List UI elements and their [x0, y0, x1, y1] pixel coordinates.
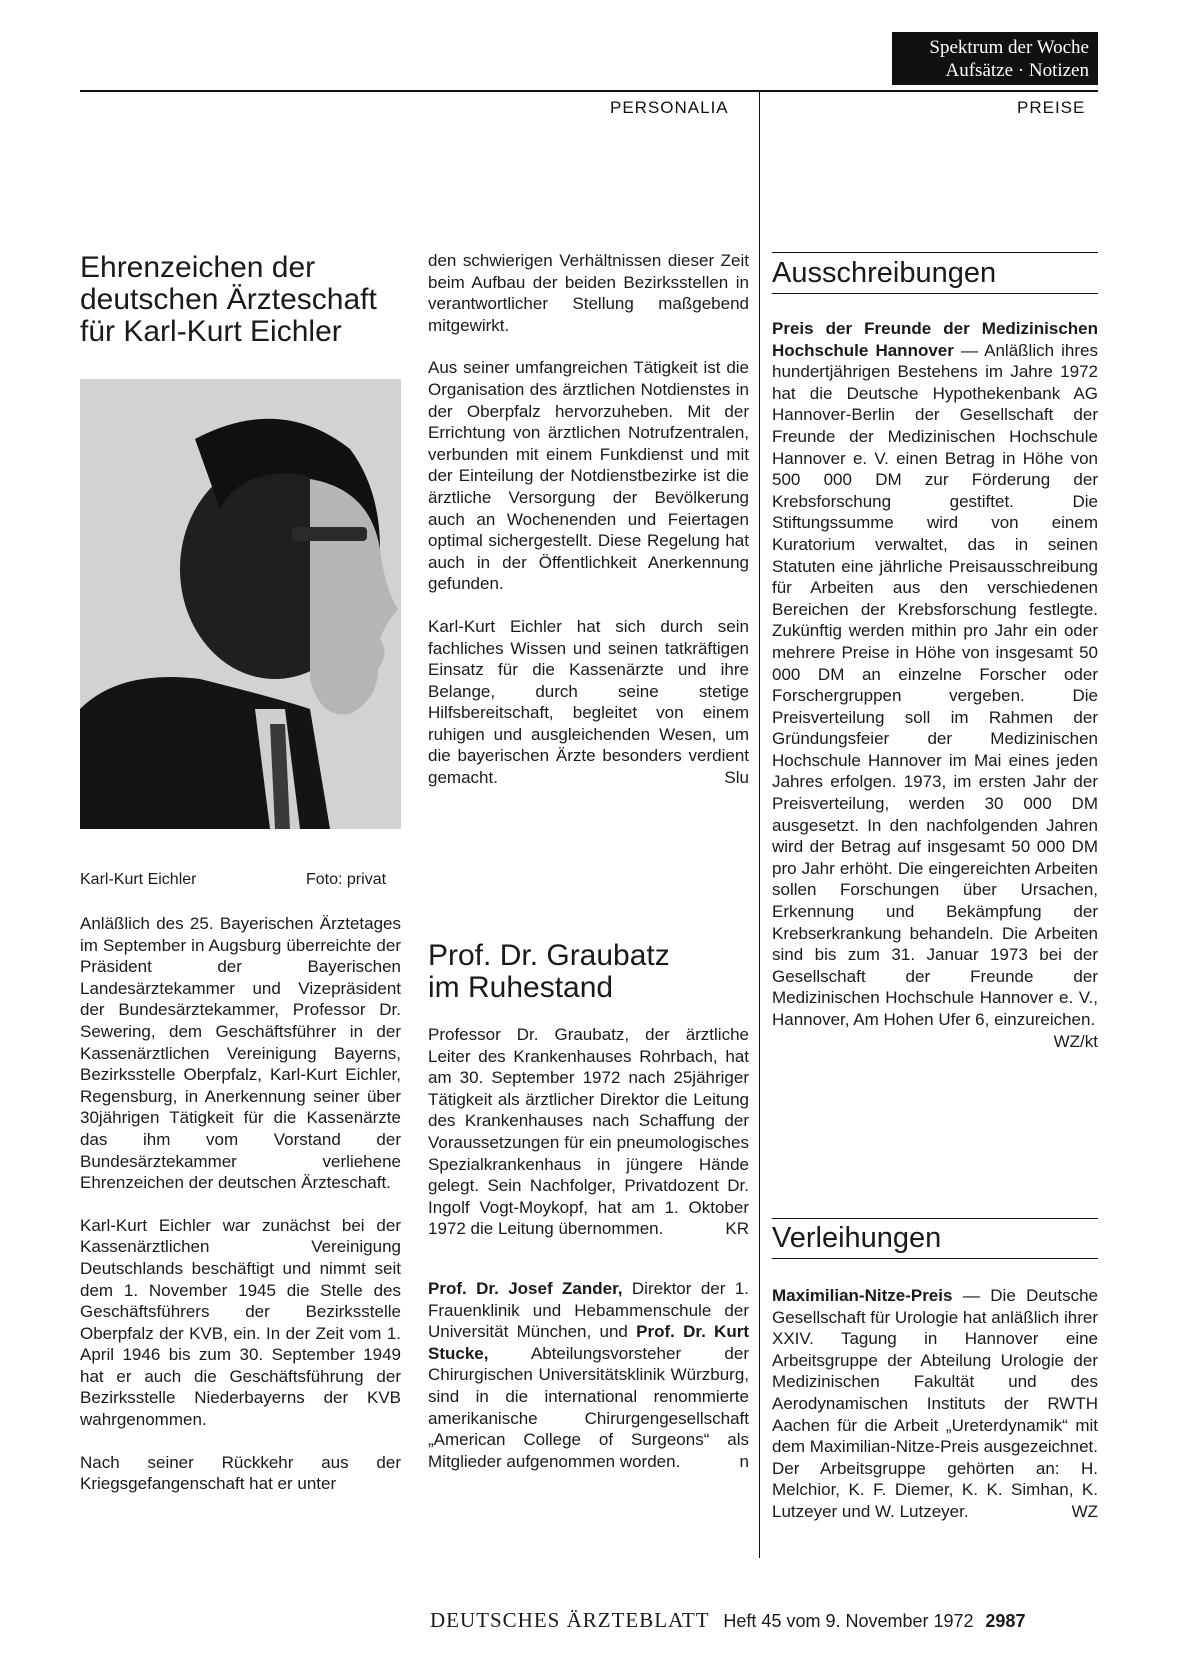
paragraph-text: Professor Dr. Graubatz, der ärztliche Leiter des Krankenhauses Rohrbach, hat am 30. September 1972 nach 25jähriger Tätigkeit als ärztlicher Direktor die Leitung des Krankenhauses nach Schaffung der Voraussetzungen für ein pneumologisches Spezialkrankenhaus in jüngere Hände gelegt. Sein Nachfolger, Privatdozent Dr. Ingolf Vogt-Moykopf, hat am 1. Oktober 1972 die Leitung übernommen.	[428, 1025, 749, 1239]
col1-text	[80, 913, 401, 1495]
author-sign: Slu	[724, 768, 749, 788]
col3-box1-text	[772, 318, 1098, 1052]
paragraph-text: — Anläßlich ihres hundertjährigen Bestehens im Jahre 1972 hat die Deutsche Hypothekenbank AG Hannover-Berlin der Gesellschaft der Freunde der Medizinischen Hochschule Hannover e. V. einen Betrag in Höhe von 500 000 DM zur Förderung der Krebsforschung gestiftet. Die Stiftungssumme wird von einem Kuratorium verwaltet, das in seinen Statuten eine jährliche Preisausschreibung für Arbeiten aus den verschiedenen Bereichen der Krebsforschung festlegte. Zukünftig werden mithin pro Jahr ein oder mehrere Preise in Höhe von insgesamt 50 000 DM an einzelne Forscher oder Forschergruppen vergeben. Die Preisverteilung soll im Rahmen der Gründungsfeier der Medizinischen Hochschule Hannover im Mai eines jeden Jahres erfolgen. 1973, im ersten Jahr der Preisverteilung, werden 30 000 DM ausgesetzt. In den nachfolgenden Jahren wird der Betrag auf insgesamt 50 000 DM pro Jahr erhöht. Die eingereichten Arbeiten sollen Forschungen über Ursachen, Erkennung und Bekämpfung der Krebserkrankung behandeln. Die Arbeiten sind bis zum 31. Januar 1973 bei der Gesellschaft der Freunde der Medizinischen Hochschule Hannover e. V., Hannover, Am Hohen Ufer 6, einzureichen.	[772, 340, 1098, 1029]
title-line: für Karl-Kurt Eichler	[80, 315, 342, 348]
paragraph-text: Karl-Kurt Eichler hat sich durch sein fachliches Wissen und seinen tatkräftigen Einsatz für die Kassenärzte und ihre Belange, durch seine stetige Hilfsbereitschaft, begleitet von einem ruhigen und ausgleichenden Wesen, um die bayerischen Ärzte besonders verdient gemacht.	[428, 616, 749, 788]
author-sign: WZ/kt	[1053, 1031, 1098, 1051]
paragraph	[428, 1278, 749, 1472]
page-footer	[430, 1608, 1025, 1633]
paragraph	[428, 1024, 749, 1240]
badge-line-1: Spektrum der Woche	[929, 37, 1089, 58]
article-title	[428, 940, 749, 1004]
paragraph-text: — Die Deutsche Gesellschaft für Urologie hat anläßlich ihrer XXIV. Tagung in Hannover eine Arbeitsgruppe der Abteilung Urologie der Medizinischen Fakultät und des Aerodynamischen Instituts der RWTH Aachen für die Arbeit „Ureterdynamik“ mit dem Maximilian-Nitze-Preis ausgezeichnet. Der Arbeitsgruppe gehörten an: H. Melchior, K. F. Diemer, K. K. Simhan, K. Lutzeyer und W. Lutzeyer.	[772, 1286, 1098, 1521]
article-eichler	[80, 252, 401, 348]
box1-bottom-rule	[772, 293, 1098, 294]
title-line: im Ruhestand	[428, 971, 614, 1004]
portrait-photo	[80, 379, 401, 829]
title-line: Ehrenzeichen der	[80, 251, 316, 284]
bold-name: Prof. Dr. Kurt Stucke,	[428, 1322, 749, 1363]
paragraph: Karl-Kurt Eichler war zunächst bei der Kassenärztlichen Vereinigung Deutschlands beschäftigt und nimmt seit dem 1. November 1945 die Stelle des Geschäftsführers der Bezirksstelle Oberpfalz der KVB, ein. In der Zeit vom 1. April 1946 bis zum 30. September 1949 hat er auch die Geschäftsführung der Bezirksstelle Niederbayerns der KVB wahrgenommen.	[80, 1215, 401, 1430]
paragraph: Aus seiner umfangreichen Tätigkeit ist die Organisation des ärztlichen Notdienstes in der Oberpfalz hervorzuheben. Mit der Errichtung von ärztlichen Notrufzentralen, verbunden mit einem Funkdienst und mit der Einteilung der Notdienstbezirke ist die ärztliche Versorgung der Bevölkerung auch an Wochenenden und Feiertagen optimal sichergestellt. Diese Regelung hat auch in der Öffentlichkeit Anerkennung gefunden.	[428, 358, 749, 594]
box-title-ausschreibungen: Ausschreibungen	[772, 257, 997, 289]
journal-name: DEUTSCHES ÄRZTEBLATT	[430, 1608, 710, 1632]
col3-box2-text	[772, 1285, 1098, 1523]
box1-top-rule	[772, 252, 1098, 253]
bold-name: Preis der Freunde der Medizinischen Hochschule Hannover	[772, 319, 1098, 360]
section-badge	[892, 32, 1098, 85]
paragraph: den schwierigen Verhältnissen dieser Zeit beim Aufbau der beiden Bezirksstellen in verantwortlicher Stellung maßgebend mitgewirkt.	[428, 251, 749, 335]
article-graubatz	[428, 940, 749, 1472]
issue-info: Heft 45 vom 9. November 1972	[723, 1611, 974, 1631]
paragraph: Nach seiner Rückkehr aus der Kriegsgefangenschaft hat er unter	[80, 1452, 401, 1494]
top-rule	[80, 90, 1098, 92]
photo-credit: Foto: privat	[306, 871, 387, 888]
paragraph-text: Abteilungsvorsteher der Chirurgischen Universitätsklinik Würzburg, sind in die international renommierte amerikanische Chirurgengesellschaft „American College of Surgeons“ als Mitglieder aufgenommen worden.	[428, 1343, 749, 1471]
paragraph-text: Direktor der 1. Frauenklinik und Hebammenschule der Universität München, und	[428, 1278, 749, 1342]
section-label-preise: PREISE	[1017, 98, 1086, 117]
paragraph	[428, 616, 749, 789]
box2-top-rule	[772, 1218, 1098, 1219]
section-label-personalia: PERSONALIA	[610, 98, 729, 117]
box2-bottom-rule	[772, 1258, 1098, 1259]
paragraph: Anläßlich des 25. Bayerischen Ärztetages im September in Augsburg überreichte der Präsident der Bayerischen Landesärztekammer und Vizepräsident der Bundesärztekammer, Professor Dr. Sewering, dem Geschäftsführer in der Kassenärztlichen Vereinigung Bayerns, Bezirksstelle Oberpfalz, Karl-Kurt Eichler, Regensburg, in Anerkennung seiner über 30jährigen Tätigkeit für die Kassenärzte das ihm vom Vorstand der Bundesärztekammer verliehene Ehrenzeichen der deutschen Ärzteschaft.	[80, 914, 401, 1193]
author-sign: WZ	[1071, 1501, 1098, 1521]
title-line: deutschen Ärzteschaft	[80, 283, 377, 316]
col2-text-top	[428, 250, 749, 789]
box-title-verleihungen: Verleihungen	[772, 1222, 942, 1254]
page-number: 2987	[985, 1611, 1026, 1631]
article-title	[80, 252, 401, 348]
portrait-image	[80, 379, 401, 829]
author-sign: n	[739, 1451, 749, 1471]
author-sign: KR	[725, 1219, 749, 1239]
paragraph	[772, 318, 1098, 1051]
photo-caption: Karl-Kurt Eichler	[80, 871, 197, 888]
bold-name: Prof. Dr. Josef Zander,	[428, 1278, 623, 1298]
title-line: Prof. Dr. Graubatz	[428, 939, 670, 972]
badge-line-2: Aufsätze · Notizen	[945, 60, 1089, 81]
column-divider	[759, 90, 760, 1558]
paragraph	[772, 1285, 1098, 1523]
bold-name: Maximilian-Nitze-Preis	[772, 1286, 953, 1305]
